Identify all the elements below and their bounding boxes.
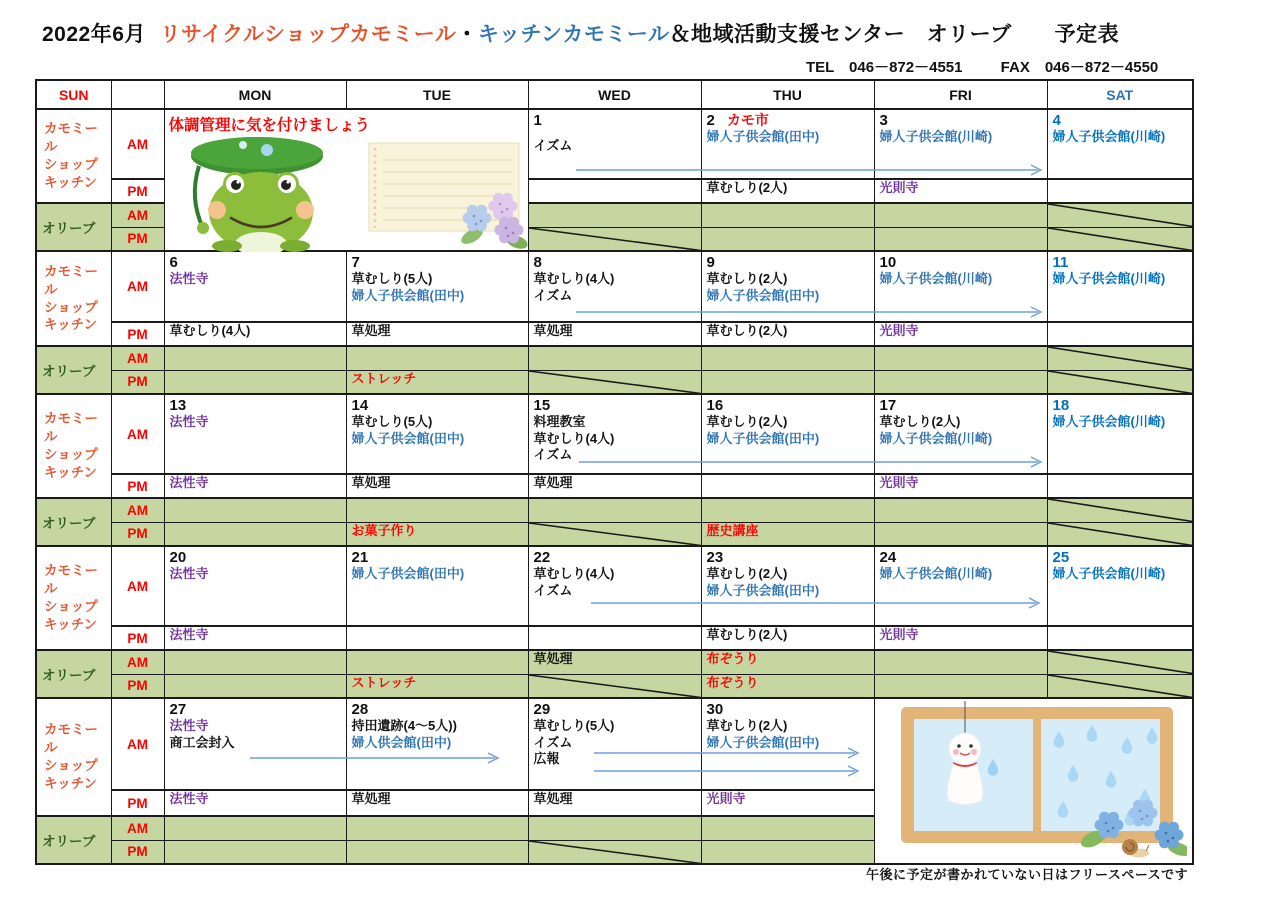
week4-olive-am-row <box>36 650 1193 674</box>
cell-w4-thu-am <box>701 546 874 626</box>
week3-am-row <box>36 394 1193 474</box>
diagonal-line-icon <box>1048 523 1193 546</box>
pm-label: PM <box>111 227 164 251</box>
header-wed: WED <box>528 80 701 109</box>
date-label: 24 <box>879 549 897 566</box>
event-text: 草処理 <box>533 651 573 666</box>
cell-w3-mon-am <box>164 394 346 474</box>
cell-w2-wed-am <box>528 251 701 322</box>
am-label: AM <box>111 650 164 674</box>
event-text: 商工会封入 <box>169 734 235 750</box>
event-text: 婦人子供会館(川崎) <box>879 271 993 286</box>
event-text: 広報 <box>533 751 560 766</box>
cell-w4-wed-am <box>528 546 701 626</box>
row-label-kamomile-w1: カモミール ショップ キッチン <box>36 109 111 203</box>
event-text: お菓子作り <box>351 522 417 538</box>
notice-banner-cell <box>164 109 528 251</box>
event-text: 婦人子供会館(田中) <box>706 430 820 446</box>
event-text: 法性寺 <box>169 475 209 490</box>
header-ampm-col <box>111 80 164 109</box>
pm-label: PM <box>111 522 164 546</box>
date-label: 21 <box>351 549 369 566</box>
event-text: 法性寺 <box>169 271 209 286</box>
diagonal-line-icon <box>529 228 701 251</box>
cell-w1-sat-olive-pm <box>1047 227 1193 251</box>
cell-w3-sat-am <box>1047 394 1193 474</box>
row-label-olive-w4: オリーブ <box>36 650 111 698</box>
event-text: 草むしり(2人) <box>706 566 788 581</box>
hydrangea-illustration <box>459 190 529 250</box>
date-label: 18 <box>1052 397 1070 414</box>
event-text: 婦人供会館(田中) <box>351 734 452 750</box>
cell-w3-thu-pm <box>701 474 874 498</box>
title-month: 2022年6月 <box>42 23 146 46</box>
cell-w2-mon-olive-am <box>164 346 346 370</box>
cell-w5-mon-pm <box>164 790 346 816</box>
cell-w2-tue-pm <box>346 322 528 346</box>
week5-am-row <box>36 698 1193 790</box>
week4-am-row <box>36 546 1193 626</box>
cell-w5-mon-olive-am <box>164 816 346 840</box>
cell-w4-mon-olive-pm <box>164 674 346 698</box>
cell-w1-fri-am <box>874 109 1047 179</box>
date-label: 13 <box>169 397 187 414</box>
event-text: 草むしり(4人) <box>533 430 615 446</box>
cell-w1-thu-am <box>701 109 874 179</box>
date-label: 20 <box>169 549 187 566</box>
cell-w5-thu-olive-am <box>701 816 874 840</box>
frog-illustration <box>175 132 345 252</box>
am-label: AM <box>111 498 164 522</box>
event-text: 草むしり(5人) <box>351 271 433 286</box>
cell-w3-fri-olive-pm <box>874 522 1047 546</box>
cell-w3-wed-olive-am <box>528 498 701 522</box>
cell-w4-wed-pm <box>528 626 701 650</box>
cell-w4-wed-olive-pm <box>528 674 701 698</box>
cell-w5-wed-am <box>528 698 701 790</box>
cell-w4-sat-pm <box>1047 626 1193 650</box>
date-label: 8 <box>533 254 542 271</box>
event-text: 法性寺 <box>169 414 209 429</box>
event-text: 婦人子供会館(田中) <box>351 287 465 303</box>
date-label: 14 <box>351 397 369 414</box>
event-text: 草処理 <box>533 323 573 338</box>
event-text: 婦人子供会館(川崎) <box>1052 566 1166 581</box>
event-text: 料理教室 <box>533 414 586 429</box>
cell-w4-fri-olive-pm <box>874 674 1047 698</box>
rainy-window-illustration <box>887 701 1187 861</box>
schedule-table-wrap <box>35 79 1194 865</box>
week2-olive-am-row <box>36 346 1193 370</box>
event-text: 婦人子供会館(田中) <box>706 582 820 598</box>
cell-w5-mon-am <box>164 698 346 790</box>
event-text: ストレッチ <box>351 370 417 386</box>
cell-w1-wed-olive-pm <box>528 227 701 251</box>
header-thu: THU <box>701 80 874 109</box>
day-header-row <box>36 80 1193 109</box>
event-text: イズム <box>533 287 573 303</box>
cell-w4-mon-am <box>164 546 346 626</box>
date-label: 3 <box>879 112 888 129</box>
week4-olive-pm-row <box>36 674 1193 698</box>
cell-w5-tue-olive-pm <box>346 840 528 864</box>
cell-w3-tue-olive-am <box>346 498 528 522</box>
date-label: 29 <box>533 701 551 718</box>
date-label: 23 <box>706 549 724 566</box>
event-text: 光則寺 <box>879 180 919 195</box>
table-body <box>36 109 1193 864</box>
diagonal-line-icon <box>529 675 701 698</box>
schedule-table <box>35 79 1194 865</box>
event-text: 草処理 <box>533 475 573 490</box>
contact-info <box>806 56 1158 77</box>
cell-w2-fri-pm <box>874 322 1047 346</box>
event-text: ストレッチ <box>351 674 417 690</box>
pm-label: PM <box>111 322 164 346</box>
cell-w2-fri-olive-am <box>874 346 1047 370</box>
cell-w4-tue-olive-pm <box>346 674 528 698</box>
footnote: 午後に予定が書かれていない日はフリースペースです <box>866 867 1189 882</box>
diagonal-line-icon <box>1048 371 1193 394</box>
diagonal-line-icon <box>1048 651 1193 674</box>
event-text: 草むしり(2人) <box>879 414 961 429</box>
title-suffix: ＆地域活動支援センター オリーブ 予定表 <box>669 23 1120 46</box>
cell-w4-sat-olive-am <box>1047 650 1193 674</box>
date-label: 10 <box>879 254 897 271</box>
row-label-olive-w5: オリーブ <box>36 816 111 864</box>
cell-w3-thu-olive-am <box>701 498 874 522</box>
cell-w3-wed-am <box>528 394 701 474</box>
event-text: 婦人子供会館(田中) <box>706 734 820 750</box>
event-text: 布ぞうり <box>706 651 759 666</box>
row-label-kamomile-w4: カモミール ショップ キッチン <box>36 546 111 650</box>
header-fri: FRI <box>874 80 1047 109</box>
event-text: 法性寺 <box>169 791 209 806</box>
diagonal-line-icon <box>1048 228 1193 251</box>
cell-w5-wed-olive-pm <box>528 840 701 864</box>
page-title <box>42 18 1119 48</box>
cell-w3-mon-olive-pm <box>164 522 346 546</box>
cell-w2-thu-olive-pm <box>701 370 874 394</box>
event-text: 法性寺 <box>169 718 209 733</box>
teruteru-bozu-icon <box>947 733 983 805</box>
event-text: 草処理 <box>351 791 391 806</box>
header-mon: MON <box>164 80 346 109</box>
cell-w1-fri-olive-am <box>874 203 1047 227</box>
week2-olive-pm-row <box>36 370 1193 394</box>
cell-w5-tue-am <box>346 698 528 790</box>
diagonal-line-icon <box>1048 499 1193 522</box>
cell-w1-thu-olive-am <box>701 203 874 227</box>
diagonal-line-icon <box>1048 675 1193 698</box>
date-label: 27 <box>169 701 187 718</box>
cell-w2-mon-am <box>164 251 346 322</box>
diagonal-line-icon <box>1048 204 1193 227</box>
title-shop2: キッチンカモミール <box>477 23 670 46</box>
event-text: 婦人子供会館(川崎) <box>879 430 993 446</box>
cell-w3-thu-am <box>701 394 874 474</box>
date-label: 6 <box>169 254 178 271</box>
cell-w2-mon-pm <box>164 322 346 346</box>
event-text: 婦人子供会館(田中) <box>706 287 820 303</box>
event-text: 草むしり(2人) <box>706 718 788 733</box>
free-space-illustration-cell <box>874 698 1193 864</box>
cell-w5-tue-olive-am <box>346 816 528 840</box>
cell-w5-thu-pm <box>701 790 874 816</box>
header-sat: SAT <box>1047 80 1193 109</box>
date-label: 4 <box>1052 112 1061 129</box>
event-text: 婦人子供会館(川崎) <box>1052 129 1166 144</box>
cell-w3-fri-pm <box>874 474 1047 498</box>
event-text: 婦人子供会館(川崎) <box>879 566 993 581</box>
cell-w4-sat-am <box>1047 546 1193 626</box>
pm-label: PM <box>111 370 164 394</box>
date-label: 22 <box>533 549 551 566</box>
cell-w3-fri-am <box>874 394 1047 474</box>
title-dot: ・ <box>456 23 478 46</box>
cell-w2-wed-pm <box>528 322 701 346</box>
event-text: 草処理 <box>533 791 573 806</box>
event-text: 持田遺跡(4～5人)) <box>351 718 457 733</box>
date-note: カモ市 <box>726 112 769 128</box>
row-label-kamomile-w3: カモミール ショップ キッチン <box>36 394 111 498</box>
event-text: 草むしり(4人) <box>169 323 251 338</box>
table-header <box>36 80 1193 109</box>
cell-w3-tue-olive-pm <box>346 522 528 546</box>
event-text: 草むしり(2人) <box>706 271 788 286</box>
cell-w5-thu-am <box>701 698 874 790</box>
event-text: 婦人子供会館(川崎) <box>1052 271 1166 286</box>
header-sun: SUN <box>36 80 111 109</box>
cell-w4-fri-olive-am <box>874 650 1047 674</box>
tel-number: TEL 046－872－4551 <box>806 59 963 76</box>
am-label: AM <box>111 546 164 626</box>
event-text: イズム <box>533 734 573 750</box>
cell-w2-thu-olive-am <box>701 346 874 370</box>
event-text: 光則寺 <box>879 627 919 642</box>
cell-w1-thu-olive-pm <box>701 227 874 251</box>
event-text: 布ぞうり <box>706 674 759 690</box>
row-label-olive-w1: オリーブ <box>36 203 111 251</box>
pm-label: PM <box>111 626 164 650</box>
am-label: AM <box>111 109 164 179</box>
cell-w1-sat-am <box>1047 109 1193 179</box>
cell-w3-tue-pm <box>346 474 528 498</box>
cell-w4-mon-olive-am <box>164 650 346 674</box>
cell-w5-mon-olive-pm <box>164 840 346 864</box>
cell-w5-thu-olive-pm <box>701 840 874 864</box>
event-text: イズム <box>533 582 573 598</box>
cell-w4-fri-pm <box>874 626 1047 650</box>
pm-label: PM <box>111 474 164 498</box>
pm-label: PM <box>111 790 164 816</box>
cell-w1-sat-olive-am <box>1047 203 1193 227</box>
cell-w1-wed-olive-am <box>528 203 701 227</box>
event-text: 草むしり(2人) <box>706 180 788 195</box>
date-label: 16 <box>706 397 724 414</box>
date-label: 15 <box>533 397 551 414</box>
cell-w3-tue-am <box>346 394 528 474</box>
am-label: AM <box>111 203 164 227</box>
cell-w2-thu-am <box>701 251 874 322</box>
cell-w4-thu-pm <box>701 626 874 650</box>
fax-number: FAX 046－872－4550 <box>1000 59 1159 76</box>
event-text: イズム <box>533 138 573 153</box>
cell-w2-sat-olive-am <box>1047 346 1193 370</box>
row-label-olive-w2: オリーブ <box>36 346 111 394</box>
event-text: 草むしり(2人) <box>706 414 788 429</box>
event-text: 草むしり(4人) <box>533 271 615 286</box>
event-text: 草むしり(2人) <box>706 627 788 642</box>
date-label: 28 <box>351 701 369 718</box>
pm-label: PM <box>111 840 164 864</box>
row-label-kamomile-w5: カモミール ショップ キッチン <box>36 698 111 816</box>
cell-w3-thu-olive-pm <box>701 522 874 546</box>
event-text: 草むしり(5人) <box>351 414 433 429</box>
cell-w2-sat-am <box>1047 251 1193 322</box>
event-text: 光則寺 <box>706 791 746 806</box>
cell-w3-sat-olive-pm <box>1047 522 1193 546</box>
cell-w4-tue-am <box>346 546 528 626</box>
event-text: 草むしり(2人) <box>706 323 788 338</box>
cell-w5-tue-pm <box>346 790 528 816</box>
cell-w4-tue-pm <box>346 626 528 650</box>
event-text: 光則寺 <box>879 475 919 490</box>
event-text: 草処理 <box>351 323 391 338</box>
week4-pm-row <box>36 626 1193 650</box>
cell-w3-sat-pm <box>1047 474 1193 498</box>
event-text: 婦人子供会館(田中) <box>706 129 820 144</box>
pm-label: PM <box>111 179 164 203</box>
cell-w2-tue-am <box>346 251 528 322</box>
pm-label: PM <box>111 674 164 698</box>
cell-w5-wed-pm <box>528 790 701 816</box>
cell-w2-fri-am <box>874 251 1047 322</box>
title-shop1: リサイクルショップカモミール <box>159 23 457 46</box>
week1-am-row <box>36 109 1193 179</box>
date-label: 30 <box>706 701 724 718</box>
cell-w1-fri-pm <box>874 179 1047 203</box>
cell-w2-mon-olive-pm <box>164 370 346 394</box>
week3-pm-row <box>36 474 1193 498</box>
cell-w1-thu-pm <box>701 179 874 203</box>
event-text: イズム <box>533 447 573 462</box>
cell-w1-sat-pm <box>1047 179 1193 203</box>
cell-w2-tue-olive-am <box>346 346 528 370</box>
date-label: 25 <box>1052 549 1070 566</box>
cell-w2-thu-pm <box>701 322 874 346</box>
cell-w2-sat-olive-pm <box>1047 370 1193 394</box>
cell-w3-mon-olive-am <box>164 498 346 522</box>
row-label-kamomile-w2: カモミール ショップ キッチン <box>36 251 111 346</box>
event-text: 婦人子供会館(川崎) <box>879 129 993 144</box>
cell-w3-wed-olive-pm <box>528 522 701 546</box>
week3-olive-am-row <box>36 498 1193 522</box>
date-label: 9 <box>706 254 715 271</box>
am-label: AM <box>111 816 164 840</box>
event-text: 婦人子供会館(田中) <box>351 430 465 446</box>
cell-w3-sat-olive-am <box>1047 498 1193 522</box>
row-label-olive-w3: オリーブ <box>36 498 111 546</box>
cell-w3-fri-olive-am <box>874 498 1047 522</box>
week2-pm-row <box>36 322 1193 346</box>
cell-w4-thu-olive-am <box>701 650 874 674</box>
cell-w2-wed-olive-am <box>528 346 701 370</box>
cell-w4-mon-pm <box>164 626 346 650</box>
am-label: AM <box>111 251 164 322</box>
cell-w1-fri-olive-pm <box>874 227 1047 251</box>
health-notice-text: 体調管理に気を付けましょう <box>168 117 371 134</box>
cell-w2-fri-olive-pm <box>874 370 1047 394</box>
event-text: 法性寺 <box>169 627 209 642</box>
diagonal-line-icon <box>529 371 701 394</box>
cell-w4-thu-olive-pm <box>701 674 874 698</box>
event-text: 草むしり(4人) <box>533 566 615 581</box>
date-label: 17 <box>879 397 897 414</box>
am-label: AM <box>111 698 164 790</box>
date-label: 1 <box>533 112 542 129</box>
week2-am-row <box>36 251 1193 322</box>
date-label: 7 <box>351 254 360 271</box>
event-text: 草処理 <box>351 475 391 490</box>
event-text: 光則寺 <box>879 323 919 338</box>
cell-w1-wed-pm <box>528 179 701 203</box>
cell-w2-sat-pm <box>1047 322 1193 346</box>
cell-w3-mon-pm <box>164 474 346 498</box>
am-label: AM <box>111 346 164 370</box>
event-text: 婦人子供会館(田中) <box>351 566 465 581</box>
event-text: 法性寺 <box>169 566 209 581</box>
cell-w4-wed-olive-am <box>528 650 701 674</box>
diagonal-line-icon <box>529 523 701 546</box>
cell-w3-wed-pm <box>528 474 701 498</box>
cell-w1-wed-am <box>528 109 701 179</box>
diagonal-line-icon <box>529 841 701 864</box>
event-text: 草むしり(5人) <box>533 718 615 733</box>
spacer <box>529 129 701 138</box>
cell-w2-wed-olive-pm <box>528 370 701 394</box>
cell-w4-tue-olive-am <box>346 650 528 674</box>
event-text: 婦人子供会館(川崎) <box>1052 414 1166 429</box>
event-text: 歴史講座 <box>706 522 759 538</box>
cell-w5-wed-olive-am <box>528 816 701 840</box>
cell-w4-fri-am <box>874 546 1047 626</box>
date-label: 2 カモ市 <box>706 112 769 129</box>
cell-w4-sat-olive-pm <box>1047 674 1193 698</box>
header-tue: TUE <box>346 80 528 109</box>
week3-olive-pm-row <box>36 522 1193 546</box>
date-label: 11 <box>1052 254 1069 271</box>
cell-w2-tue-olive-pm <box>346 370 528 394</box>
am-label: AM <box>111 394 164 474</box>
diagonal-line-icon <box>1048 347 1193 370</box>
